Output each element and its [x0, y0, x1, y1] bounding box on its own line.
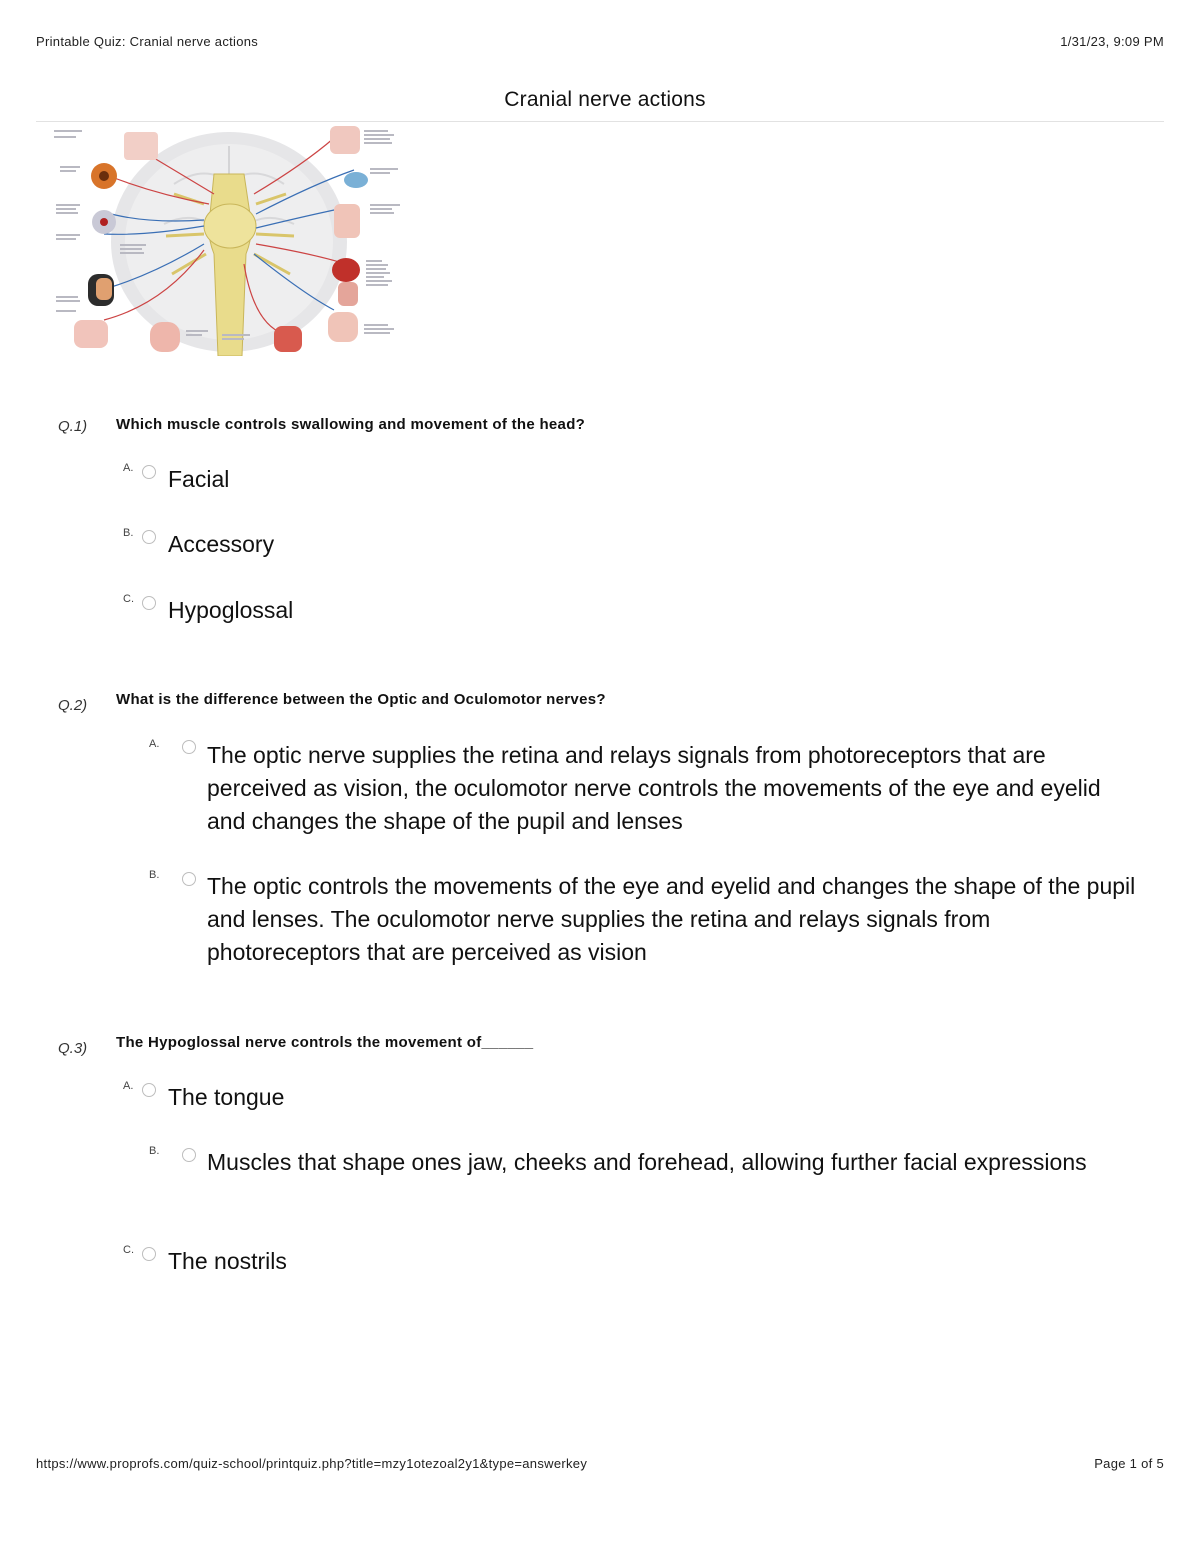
q1-option-a-letter: A.	[123, 462, 134, 474]
q3-option-a-letter: A.	[123, 1080, 134, 1092]
q1-option-c-letter: C.	[123, 593, 134, 605]
radio-circle-icon[interactable]	[142, 1247, 156, 1261]
print-header-timestamp: 1/31/23, 9:09 PM	[1060, 34, 1164, 49]
cranial-nerves-illustration	[54, 124, 404, 356]
print-footer-page-number: Page 1 of 5	[1094, 1456, 1164, 1471]
radio-circle-icon[interactable]	[182, 1148, 196, 1162]
radio-circle-icon[interactable]	[142, 596, 156, 610]
q3-option-c-letter: C.	[123, 1244, 134, 1256]
question-2-number: Q.2)	[58, 697, 88, 714]
q3-option-b-letter: B.	[149, 1145, 160, 1157]
q1-option-b-letter: B.	[123, 527, 134, 539]
radio-circle-icon[interactable]	[142, 530, 156, 544]
q3-option-c-text: The nostrils	[168, 1248, 287, 1274]
radio-circle-icon[interactable]	[182, 740, 196, 754]
q2-option-b-letter: B.	[149, 869, 160, 881]
question-2-text: What is the difference between the Optic and Oculomotor nerves?	[116, 691, 606, 708]
q1-option-c-text: Hypoglossal	[168, 597, 294, 623]
q2-option-a-text: The optic nerve supplies the retina and relays signals from photoreceptors that are perceived as vision, the oculomotor nerve controls the movements of the eye and eyelid and changes the shape of the pupil and lenses	[207, 742, 1101, 834]
print-header	[36, 34, 1164, 52]
q3-option-a-text: The tongue	[168, 1084, 285, 1110]
radio-circle-icon[interactable]	[142, 465, 156, 479]
print-header-title: Printable Quiz: Cranial nerve actions	[36, 34, 259, 49]
quiz-title: Cranial nerve actions	[504, 88, 706, 111]
print-footer	[36, 1456, 1164, 1474]
q3-option-b-text: Muscles that shape ones jaw, cheeks and forehead, allowing further facial expressions	[207, 1149, 1087, 1175]
radio-circle-icon[interactable]	[142, 1083, 156, 1097]
q1-option-b-text: Accessory	[168, 531, 275, 557]
cranial-nerves-diagram	[54, 124, 404, 356]
title-divider	[36, 121, 1164, 122]
q1-option-a-text: Facial	[168, 466, 230, 492]
question-1-text: Which muscle controls swallowing and movement of the head?	[116, 416, 586, 433]
question-3-text: The Hypoglossal nerve controls the movement of______	[116, 1034, 534, 1051]
question-1-number: Q.1)	[58, 418, 88, 435]
radio-circle-icon[interactable]	[182, 872, 196, 886]
question-3-number: Q.3)	[58, 1040, 88, 1057]
q2-option-a-letter: A.	[149, 738, 160, 750]
q2-option-b-text: The optic controls the movements of the eye and eyelid and changes the shape of the pupil and lenses. The oculomotor nerve supplies the retina and relays signals from photoreceptors that are perceived as vision	[207, 873, 1136, 965]
print-footer-url: https://www.proprofs.com/quiz-school/printquiz.php?title=mzy1otezoal2y1&type=answerkey	[36, 1456, 588, 1471]
